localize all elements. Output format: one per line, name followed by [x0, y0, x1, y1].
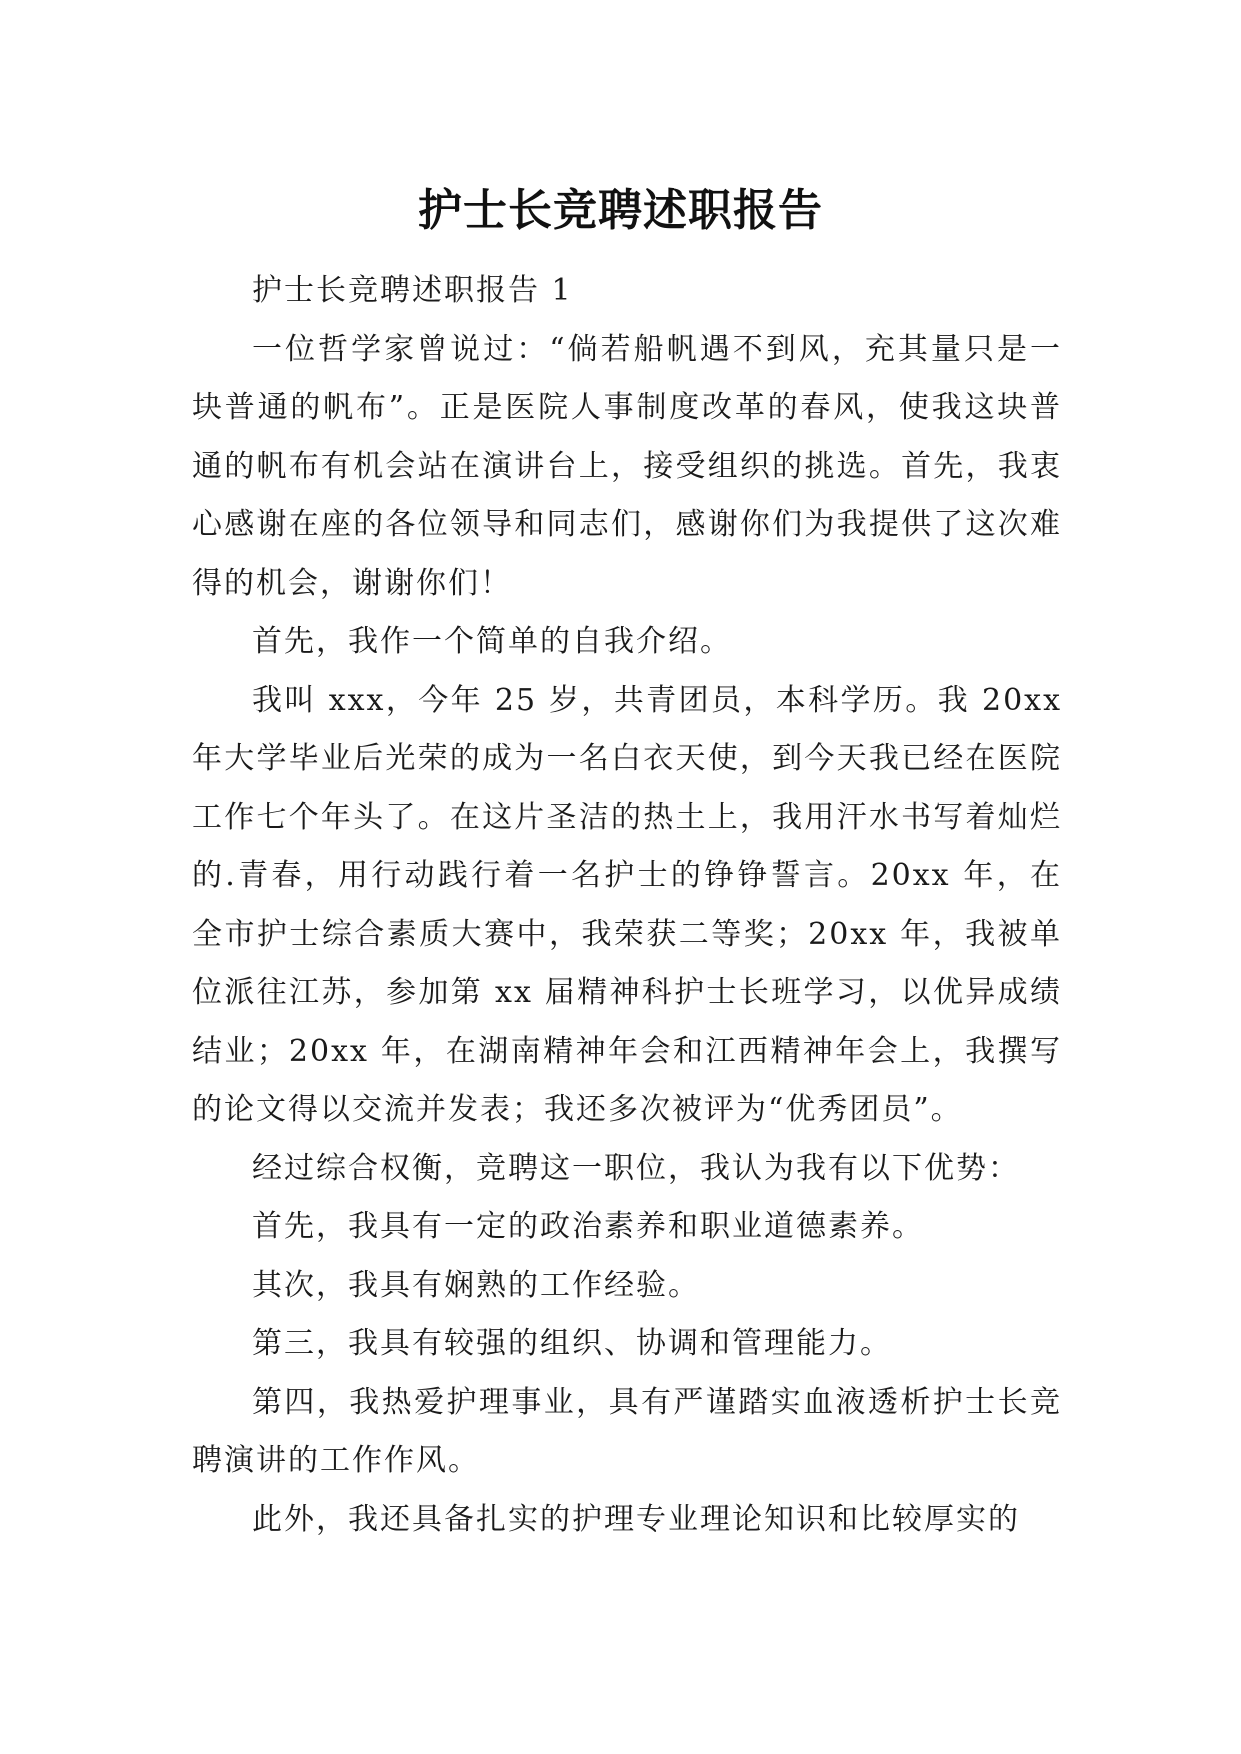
paragraph-opening-quote: 一位哲学家曾说过：“倘若船帆遇不到风，充其量只是一块普通的帆布”。正是医院人事制度改革的春风，使我这块普通的帆布有机会站在演讲台上，接受组织的挑选。首先，我衷心感谢在座的各位领导和同志们，感谢你们为我提供了这次难得的机会，谢谢你们！	[192, 331, 1062, 601]
document-body	[192, 262, 1062, 1549]
paragraph-intro: 首先，我作一个简单的自我介绍。	[252, 624, 732, 659]
paragraph-self-introduction: 我叫 xxx，今年 25 岁，共青团员，本科学历。我 20xx 年大学毕业后光荣的成为一名白衣天使，到今天我已经在医院工作七个年头了。在这片圣洁的热土上，我用汗水书写着灿烂的.青春，用行动践行着一名护士的铮铮誓言。20xx 年，在全市护士综合素质大赛中，我荣获二等奖；20xx 年，我被单位派往江苏，参加第 xx 届精神科护士长班学习，以优异成绩结业；20xx 年，在湖南精神年会和江西精神年会上，我撰写的论文得以交流并发表；我还多次被评为“优秀团员”。	[192, 682, 1062, 1127]
paragraph-additional: 此外，我还具备扎实的护理专业理论知识和比较厚实的	[252, 1501, 1020, 1537]
paragraph-advantage-2: 其次，我具有娴熟的工作经验。	[252, 1267, 700, 1303]
paragraph-advantage-4: 第四，我热爱护理事业，具有严谨踏实血液透析护士长竞聘演讲的工作作风。	[192, 1384, 1062, 1478]
paragraph-advantage-3: 第三，我具有较强的组织、协调和管理能力。	[252, 1326, 892, 1361]
section-heading: 护士长竞聘述职报告 1	[252, 273, 573, 308]
paragraph-advantage-1: 首先，我具有一定的政治素养和职业道德素养。	[252, 1209, 924, 1244]
paragraph-advantages-lead: 经过综合权衡，竞聘这一职位，我认为我有以下优势：	[252, 1150, 1020, 1186]
document-title: 护士长竞聘述职报告	[418, 185, 823, 237]
